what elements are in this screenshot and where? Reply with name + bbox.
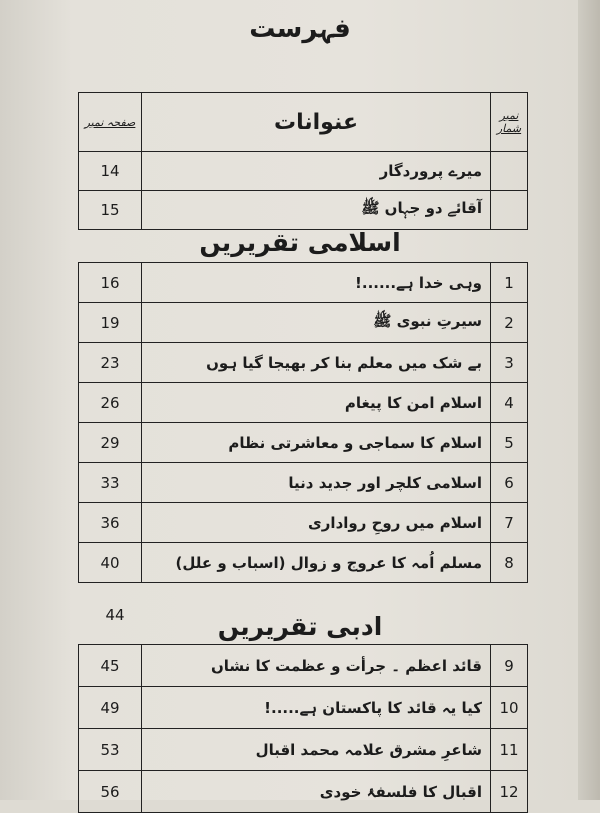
table-row [79,771,528,813]
page-title: فہرست [249,14,351,44]
row-num: 6 [491,463,528,503]
row-num: 5 [491,423,528,463]
row-num: 10 [491,687,528,729]
row-num [491,191,528,230]
row-num: 9 [491,645,528,687]
row-page: 53 [79,729,142,771]
header-serial-no: نمبر شمار [491,93,528,152]
section-page-number: 44 [105,606,125,624]
section-heading-literary: ادبی تقریریں [217,612,383,641]
row-title: مسلم اُمہ کا عروج و زوال (اسباب و علل) [142,543,491,583]
table-row [79,645,528,687]
row-title: بے شک میں معلم بنا کر بھیجا گیا ہوں [142,343,491,383]
row-num: 11 [491,729,528,771]
row-page: 23 [79,343,142,383]
row-title: اسلام میں روحِ رواداری [142,503,491,543]
row-title: شاعرِ مشرق علامہ محمد اقبال [142,729,491,771]
row-title: اقبال کا فلسفۂ خودی [142,771,491,813]
row-title: اسلام کا سماجی و معاشرتی نظام [142,423,491,463]
contents-table-intro [78,92,528,230]
row-page: 26 [79,383,142,423]
table-row [79,423,528,463]
row-page: 40 [79,543,142,583]
row-page: 19 [79,303,142,343]
row-title: کیا یہ قائد کا پاکستان ہے.....! [142,687,491,729]
table-row [79,687,528,729]
row-num: 8 [491,543,528,583]
row-num [491,152,528,191]
row-title: اسلامی کلچر اور جدید دنیا [142,463,491,503]
row-page: 29 [79,423,142,463]
table-row [79,383,528,423]
row-num: 12 [491,771,528,813]
table-row [79,729,528,771]
row-num: 4 [491,383,528,423]
row-page: 33 [79,463,142,503]
row-page: 15 [79,191,142,230]
section-heading-islamic: اسلامی تقریریں [199,228,401,257]
row-num: 2 [491,303,528,343]
page-edge [578,0,600,800]
table-row [79,152,528,191]
row-title: اسلام امن کا پیغام [142,383,491,423]
row-page: 16 [79,263,142,303]
row-title: سیرتِ نبوی ﷺ [142,303,491,343]
row-title: آقائے دو جہاں ﷺ [142,191,491,230]
row-num: 7 [491,503,528,543]
table-row [79,543,528,583]
header-page-no: صفحہ نمبر [79,93,142,152]
row-title: قائد اعظم ۔ جرأت و عظمت کا نشاں [142,645,491,687]
row-num: 3 [491,343,528,383]
table-row [79,503,528,543]
table-row [79,303,528,343]
row-title: وہی خدا ہے......! [142,263,491,303]
contents-table-islamic [78,262,528,583]
row-page: 45 [79,645,142,687]
table-row [79,263,528,303]
table-row [79,191,528,230]
row-page: 56 [79,771,142,813]
row-num: 1 [491,263,528,303]
header-topics: عنوانات [142,93,491,152]
contents-table-literary [78,644,528,813]
row-page: 49 [79,687,142,729]
table-row [79,463,528,503]
row-title: میرے پروردگار [142,152,491,191]
table-header-row [79,93,528,152]
table-row [79,343,528,383]
row-page: 36 [79,503,142,543]
row-page: 14 [79,152,142,191]
